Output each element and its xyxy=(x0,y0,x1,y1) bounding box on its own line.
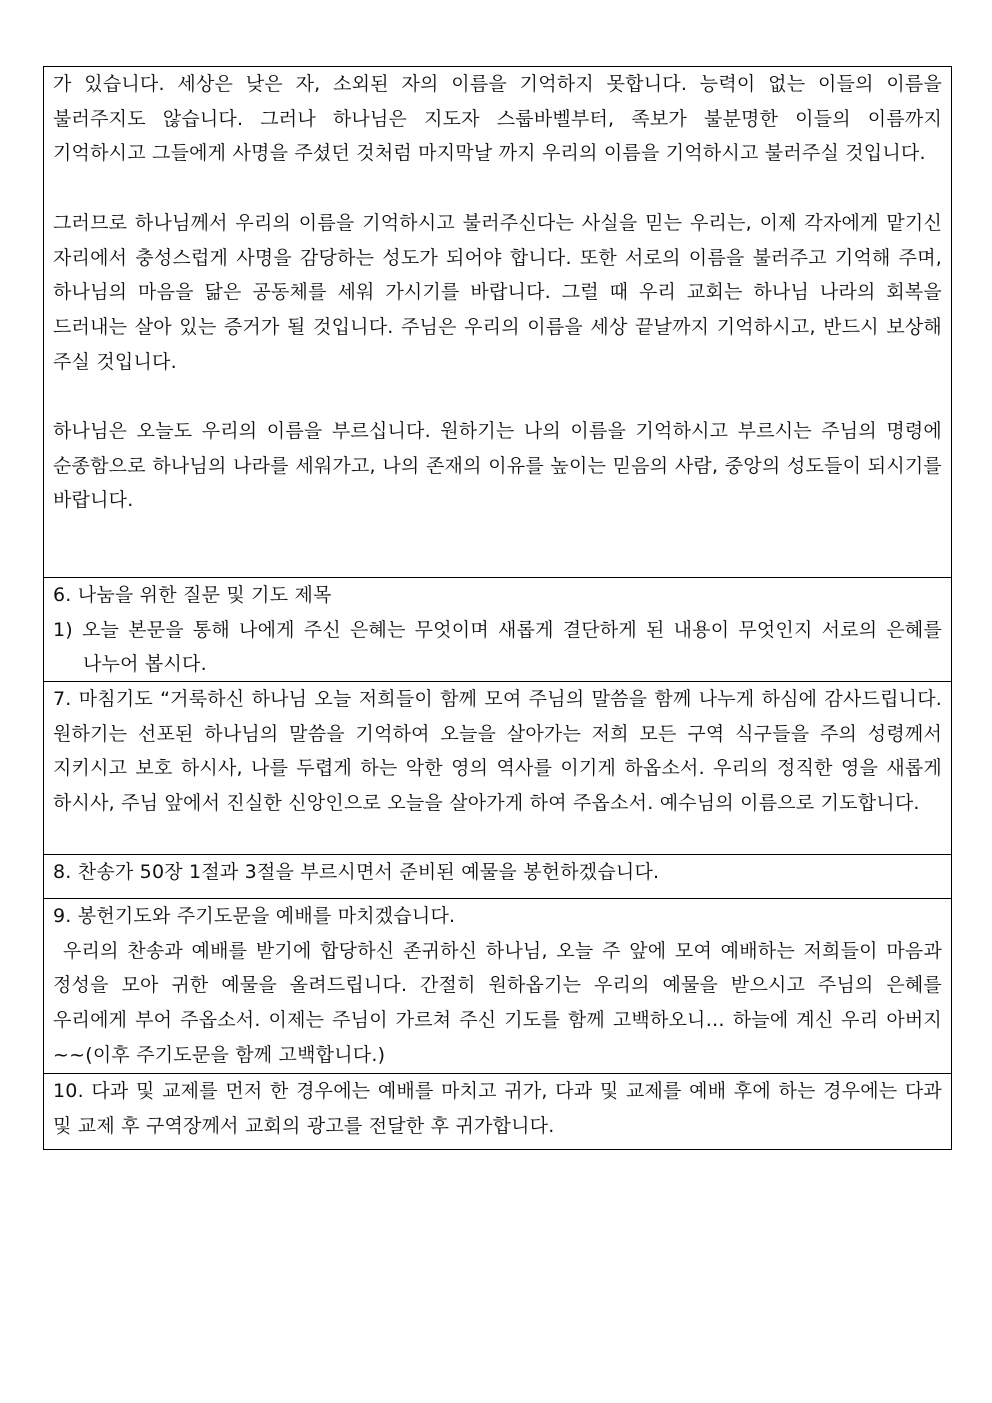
hymn-cell xyxy=(44,855,952,899)
closing-prayer-body xyxy=(53,682,942,854)
sermon-paragraph-2: 그러므로 하나님께서 우리의 이름을 기억하시고 불러주신다는 사실을 믿는 우리는, 이제 각자에게 맡기신 자리에서 충성스럽게 사명을 감당하는 성도가 되어야 합니다. 또한 서로의 이름을 불러주고 기억해 주며, 하나님의 마음을 닮은 공동체를 세워 가시기를 바랍니다. 그럴 때 우리 교회는 하나님 나라의 회복을 드러내는 살아 있는 증거가 될 것입니다. 주님은 우리의 이름을 세상 끝날까지 기억하시고, 반드시 보상해 주실 것입니다. xyxy=(53,211,942,373)
closing-prayer-row xyxy=(44,682,952,855)
dismissal-row xyxy=(44,1074,952,1150)
offering-prayer: 우리의 찬송과 예배를 받기에 합당하신 존귀하신 하나님, 오늘 주 앞에 모여 예배하는 저희들이 마음과 정성을 모아 귀한 예물을 올려드립니다. 간절히 원하옵기는 우리의 예물을 받으시고 주님의 은혜를 우리에게 부어 주옵소서. 이제는 주님이 가르쳐 주신 기도를 함께 고백하오니… 하늘에 계신 우리 아버지~~(이후 주기도문을 함께 고백합니다.) xyxy=(53,939,942,1066)
offering-cell xyxy=(44,899,952,1074)
offering-row xyxy=(44,899,952,1074)
dismissal-text: 10. 다과 및 교제를 먼저 한 경우에는 예배를 마치고 귀가, 다과 및 교제를 예배 후에 하는 경우에는 다과 및 교제 후 구역장께서 교회의 광고를 전달한 후 귀가합니다. xyxy=(53,1080,942,1137)
closing-prayer-cell xyxy=(44,682,952,855)
sermon-paragraph-3: 하나님은 오늘도 우리의 이름을 부르십니다. 원하기는 나의 이름을 기억하시고 부르시는 주님의 명령에 순종함으로 하나님의 나라를 세워가고, 나의 존재의 이유를 높이는 믿음의 사람, 중앙의 성도들이 되시기를 바랍니다. xyxy=(53,420,942,512)
sharing-heading: 6. 나눔을 위한 질문 및 기도 제목 xyxy=(53,584,332,606)
dismissal-body xyxy=(53,1074,942,1149)
sermon-paragraph-1: 가 있습니다. 세상은 낮은 자, 소외된 자의 이름을 기억하지 못합니다. 능력이 없는 이들의 이름을 불러주지도 않습니다. 그러나 하나님은 지도자 스룹바벨부터, 족보가 불분명한 이들의 이름까지 기억하시고 그들에게 사명을 주셨던 것처럼 마지막날 까지 우리의 이름을 기억하시고 불러주실 것입니다. xyxy=(53,73,942,165)
sharing-row xyxy=(44,578,952,682)
hymn-text: 8. 찬송가 50장 1절과 3절을 부르시면서 준비된 예물을 봉헌하겠습니다. xyxy=(53,861,660,883)
sermon-body xyxy=(53,67,942,577)
sharing-question: 1) 오늘 본문을 통해 나에게 주신 은혜는 무엇이며 새롭게 결단하게 된 내용이 무엇인지 서로의 은혜를 나누어 봅시다. xyxy=(53,618,942,676)
dismissal-cell xyxy=(44,1074,952,1150)
sermon-cell xyxy=(44,67,952,578)
offering-body xyxy=(53,899,942,1073)
offering-heading: 9. 봉헌기도와 주기도문을 예배를 마치겠습니다. xyxy=(53,905,456,927)
worship-order-table xyxy=(43,66,952,1150)
sermon-row xyxy=(44,67,952,578)
closing-prayer-text: 7. 마침기도 “거룩하신 하나님 오늘 저희들이 함께 모여 주님의 말씀을 함께 나누게 하심에 감사드립니다. 원하기는 선포된 하나님의 말씀을 기억하여 오늘을 살아가는 저희 모든 구역 식구들을 주의 성령께서 지키시고 보호 하시사, 나를 두렵게 하는 악한 영의 역사를 이기게 하옵소서. 우리의 정직한 영을 새롭게 하시사, 주님 앞에서 진실한 신앙인으로 오늘을 살아가게 하여 주옵소서. 예수님의 이름으로 기도합니다. xyxy=(53,688,942,815)
hymn-body xyxy=(53,855,942,898)
hymn-row xyxy=(44,855,952,899)
sharing-cell xyxy=(44,578,952,682)
sharing-body xyxy=(53,578,942,681)
